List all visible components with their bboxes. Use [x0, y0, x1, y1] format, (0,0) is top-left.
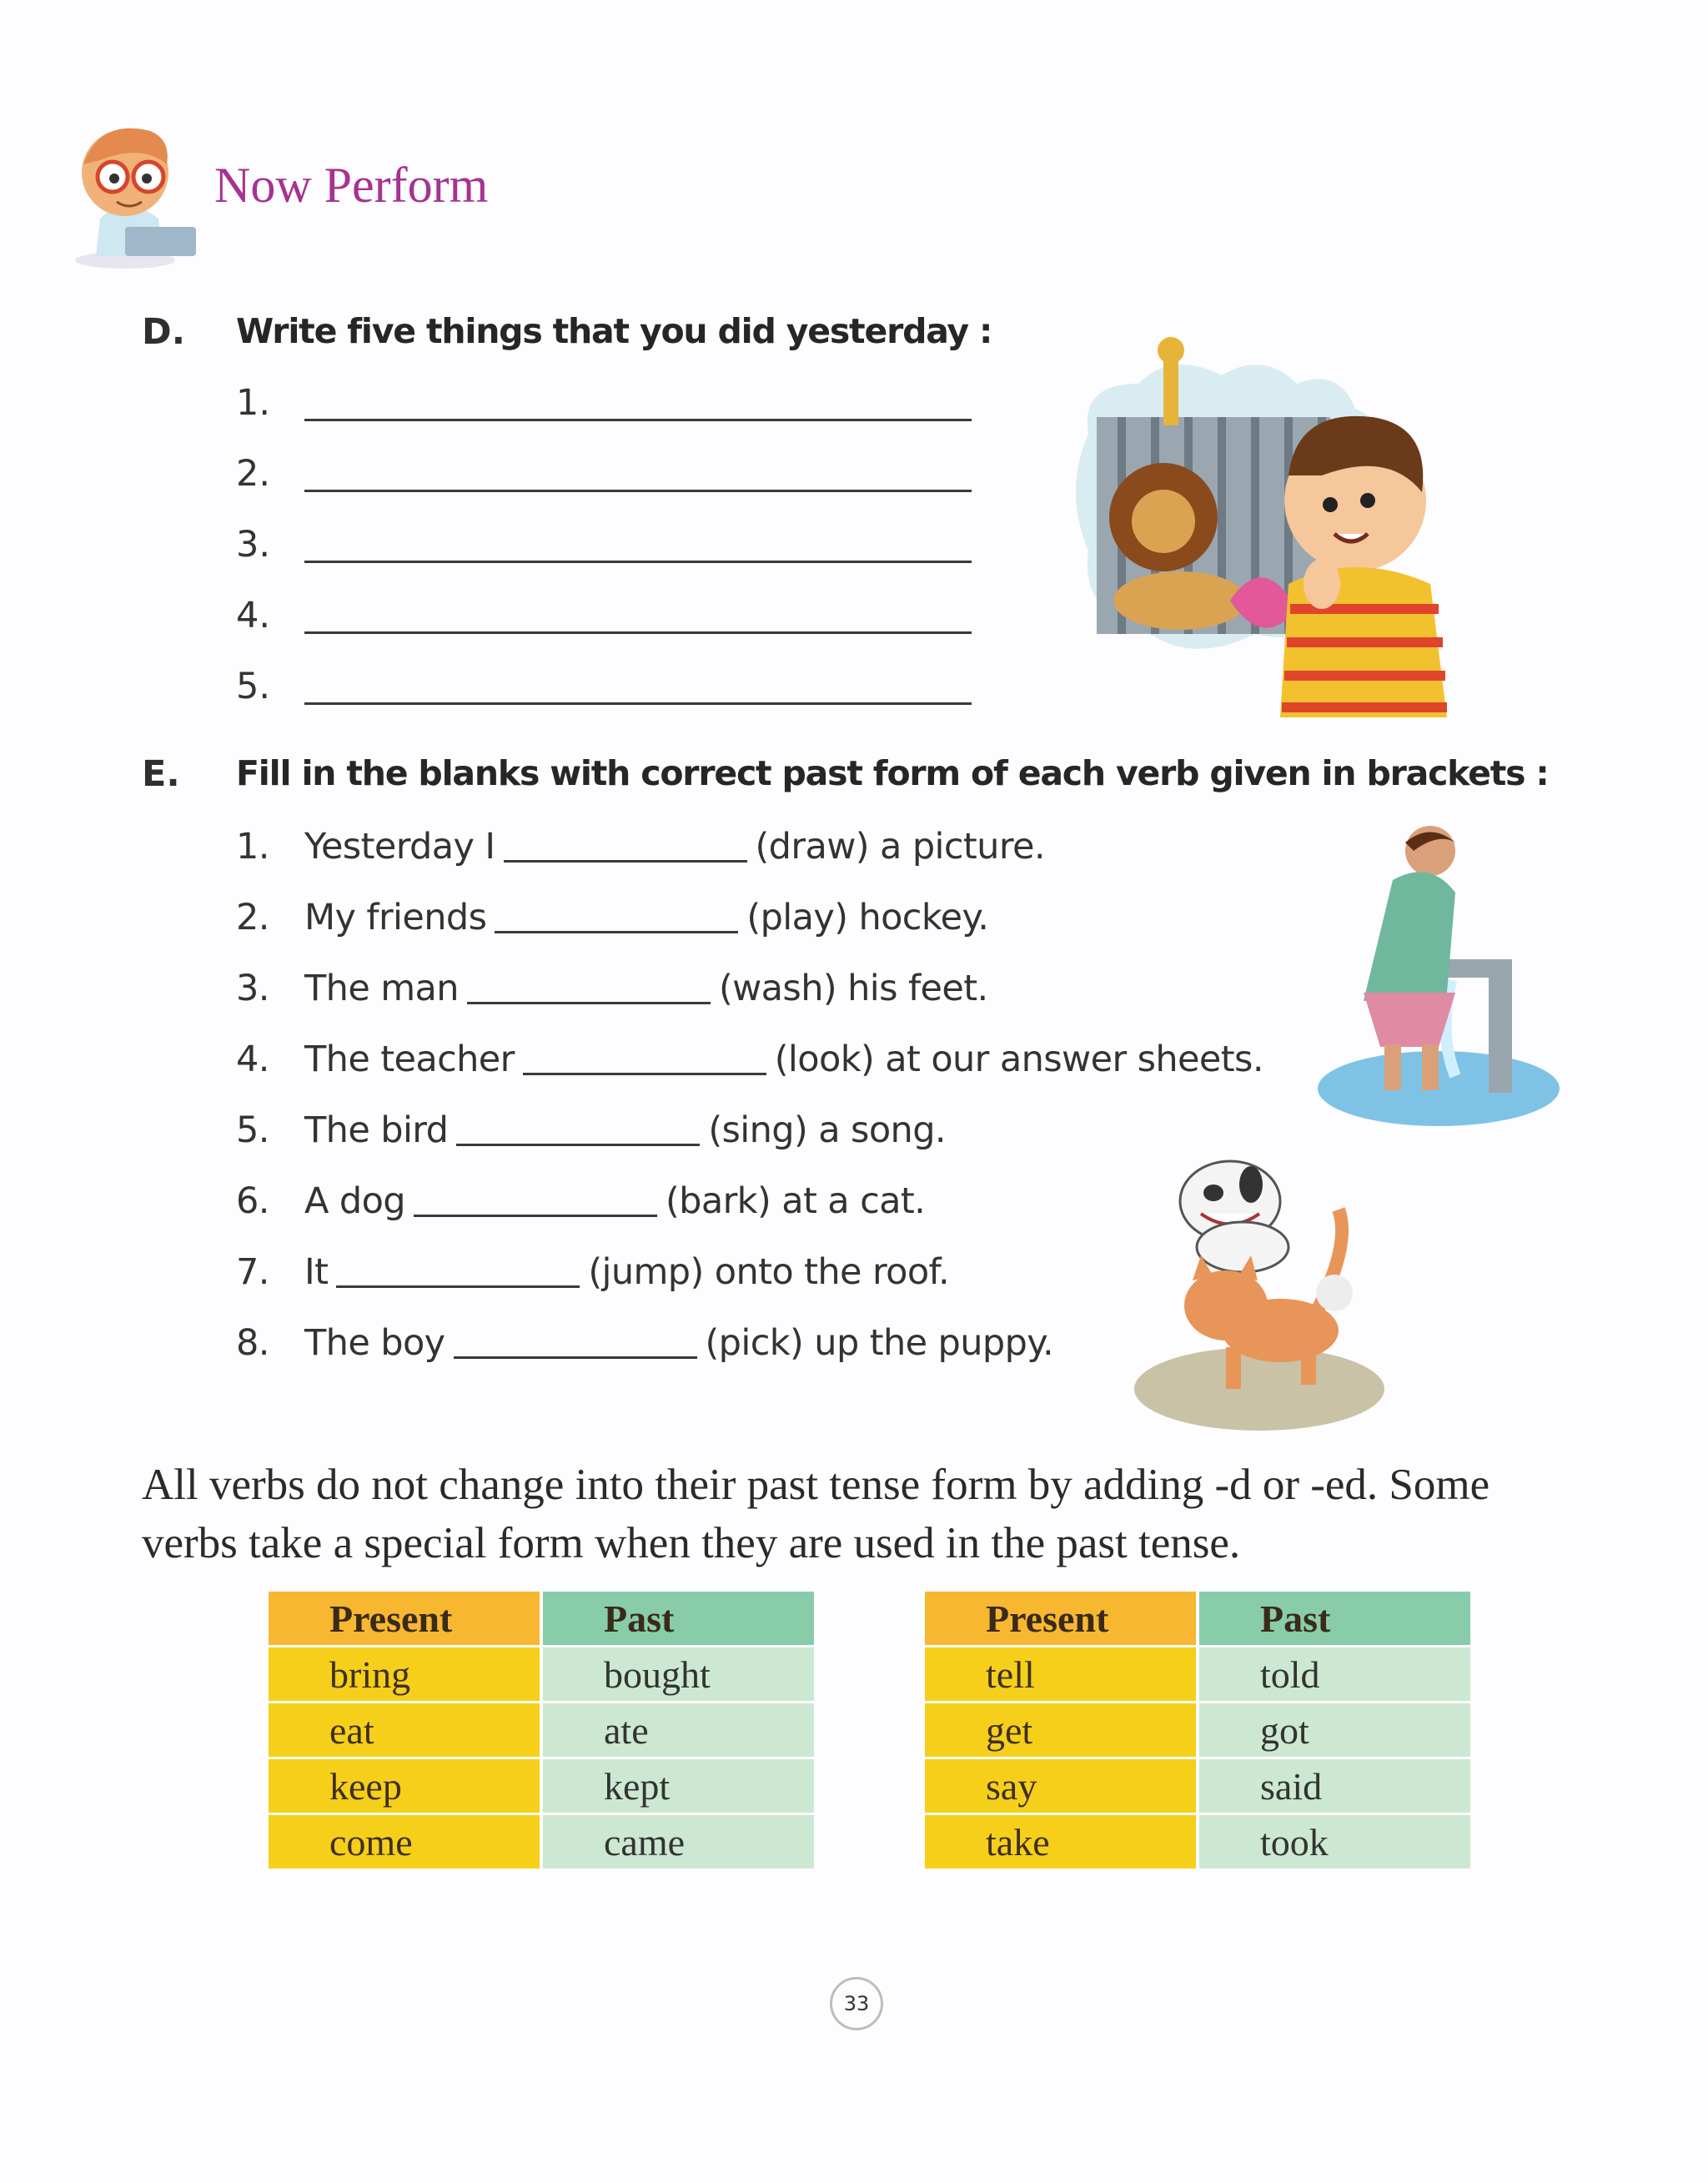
answer-line	[304, 490, 972, 492]
blank-line	[336, 1285, 580, 1288]
fill-blank-item	[236, 1172, 925, 1222]
sentence-start: The bird	[304, 1109, 449, 1151]
answer-line-number: 2.	[236, 453, 271, 495]
blank-line	[414, 1215, 657, 1217]
fill-blank-item	[236, 1314, 1053, 1364]
page-title: Now Perform	[214, 158, 489, 213]
item-number: 7.	[236, 1251, 269, 1293]
item-number: 1.	[236, 826, 269, 868]
section-e-instruction: Fill in the blanks with correct past form of each verb given in brackets :	[236, 753, 1549, 793]
past-cell: bought	[543, 1647, 814, 1701]
fill-blank-item	[236, 888, 988, 938]
item-number: 4.	[236, 1039, 269, 1080]
table-row	[925, 1815, 1470, 1869]
table-row	[925, 1759, 1470, 1813]
blank-line	[504, 860, 747, 863]
present-cell: get	[925, 1703, 1196, 1757]
fill-blank-item	[236, 817, 1045, 868]
blank-line	[454, 1356, 697, 1359]
answer-line-number: 4.	[236, 595, 271, 636]
sentence-end: (pick) up the puppy.	[705, 1322, 1054, 1364]
answer-line	[304, 631, 972, 634]
section-e-letter: E.	[142, 753, 180, 795]
fill-blank-item	[236, 1030, 1263, 1080]
present-cell: come	[269, 1815, 540, 1869]
sentence-start: The man	[304, 968, 459, 1009]
present-cell: bring	[269, 1647, 540, 1701]
sentence-end: (play) hockey.	[746, 897, 989, 938]
past-cell: got	[1199, 1703, 1470, 1757]
past-cell: took	[1199, 1815, 1470, 1869]
table-header-row	[269, 1592, 814, 1645]
fill-blank-item	[236, 1243, 949, 1293]
table-row	[269, 1759, 814, 1813]
answer-line	[304, 419, 972, 421]
explanation-paragraph: All verbs do not change into their past tense form by adding -d or -ed. Some verbs take a special form when they are used in the past tense.	[142, 1461, 1490, 1567]
section-d-letter: D.	[142, 311, 186, 353]
sentence-start: Yesterday I	[304, 826, 495, 868]
table-header-row	[925, 1592, 1470, 1645]
verb-table-right	[922, 1589, 1474, 1871]
column-header-past: Past	[1199, 1592, 1470, 1645]
sentence-end: (wash) his feet.	[718, 968, 988, 1009]
past-cell: told	[1199, 1647, 1470, 1701]
past-cell: ate	[543, 1703, 814, 1757]
page-number: 33	[830, 1977, 883, 2030]
answer-line-number: 3.	[236, 524, 271, 566]
sentence-end: (jump) onto the roof.	[588, 1251, 950, 1293]
fill-blank-item	[236, 959, 988, 1009]
sentence-start: The teacher	[304, 1039, 515, 1080]
sentence-start: My friends	[304, 897, 487, 938]
answer-line	[304, 561, 972, 563]
sentence-end: (look) at our answer sheets.	[774, 1039, 1263, 1080]
past-cell: kept	[543, 1759, 814, 1813]
blank-line	[467, 1002, 711, 1004]
man-washing-feet-illustration	[1314, 826, 1564, 1134]
sentence-start: A dog	[304, 1180, 405, 1222]
verb-table-left	[265, 1589, 817, 1871]
past-cell: said	[1199, 1759, 1470, 1813]
sentence-start: It	[304, 1251, 329, 1293]
table-row	[269, 1647, 814, 1701]
present-cell: keep	[269, 1759, 540, 1813]
mascot-boy-laptop-illustration	[67, 93, 217, 273]
blank-line	[495, 931, 738, 933]
blank-line	[523, 1073, 766, 1075]
item-number: 3.	[236, 968, 269, 1009]
section-d-instruction: Write five things that you did yesterday :	[236, 311, 992, 351]
table-row	[269, 1703, 814, 1757]
sentence-start: The boy	[304, 1322, 445, 1364]
item-number: 8.	[236, 1322, 269, 1364]
item-number: 2.	[236, 897, 269, 938]
column-header-present: Present	[269, 1592, 540, 1645]
answer-line-number: 5.	[236, 666, 271, 707]
present-cell: take	[925, 1815, 1196, 1869]
sentence-end: (draw) a picture.	[755, 826, 1045, 868]
table-row	[925, 1703, 1470, 1757]
sentence-end: (sing) a song.	[708, 1109, 946, 1151]
dog-chasing-cat-illustration	[1134, 1101, 1401, 1435]
item-number: 6.	[236, 1180, 269, 1222]
past-cell: came	[543, 1815, 814, 1869]
fill-blank-item	[236, 1101, 946, 1151]
column-header-past: Past	[543, 1592, 814, 1645]
table-row	[925, 1647, 1470, 1701]
table-row	[269, 1815, 814, 1869]
item-number: 5.	[236, 1109, 269, 1151]
present-cell: say	[925, 1759, 1196, 1813]
column-header-present: Present	[925, 1592, 1196, 1645]
answer-line-number: 1.	[236, 382, 271, 424]
present-cell: eat	[269, 1703, 540, 1757]
zoo-boy-illustration	[1072, 334, 1505, 717]
sentence-end: (bark) at a cat.	[665, 1180, 926, 1222]
present-cell: tell	[925, 1647, 1196, 1701]
blank-line	[456, 1144, 700, 1146]
answer-line	[304, 702, 972, 705]
